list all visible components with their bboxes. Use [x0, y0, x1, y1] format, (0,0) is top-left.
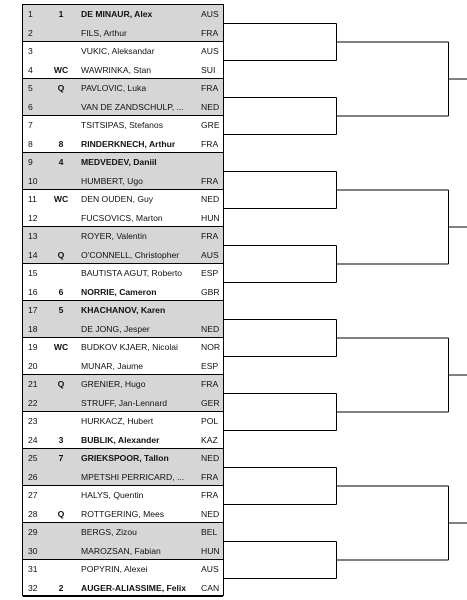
- seed-label: Q: [57, 379, 65, 389]
- seed-label: WC: [53, 64, 69, 75]
- player-country: FRA: [201, 379, 219, 389]
- player-country: KAZ: [201, 434, 218, 445]
- draw-position: 16: [28, 286, 38, 297]
- seed-label: Q: [57, 508, 65, 519]
- draw-row: [23, 153, 223, 172]
- draw-row: [23, 449, 223, 468]
- draw-position: 22: [28, 397, 38, 408]
- player-name: MUNAR, Jaume: [81, 360, 144, 371]
- draw-row: [23, 61, 223, 80]
- player-country: AUS: [201, 564, 219, 574]
- draw-position: 18: [28, 323, 38, 334]
- player-country: ESP: [201, 268, 219, 278]
- draw-row: [23, 468, 223, 487]
- seed-label: 4: [58, 157, 64, 167]
- player-country: AUS: [201, 46, 219, 56]
- draw-position: 14: [28, 249, 38, 260]
- player-name: VAN DE ZANDSCHULP, ...: [81, 101, 184, 112]
- seed-label: 5: [58, 305, 64, 315]
- draw-position: 11: [28, 194, 37, 204]
- draw-position: 17: [28, 305, 38, 315]
- draw-position: 8: [28, 138, 33, 149]
- draw-position: 31: [28, 564, 38, 574]
- player-name: DE JONG, Jesper: [81, 323, 150, 334]
- draw-position: 24: [28, 434, 38, 445]
- draw-position: 21: [28, 379, 38, 389]
- player-name: BERGS, Zizou: [81, 527, 137, 537]
- draw-row: [23, 523, 223, 542]
- draw-row: [23, 209, 223, 228]
- seed-label: WC: [53, 342, 69, 352]
- player-name: PAVLOVIC, Luka: [81, 83, 147, 93]
- draw-row: [23, 264, 223, 283]
- seed-label: 1: [58, 9, 64, 19]
- player-country: NED: [201, 508, 220, 519]
- draw-position: 6: [28, 101, 33, 112]
- draw-row: [23, 190, 223, 209]
- player-name: NORRIE, Cameron: [81, 286, 157, 297]
- draw-row: [23, 135, 223, 154]
- player-country: NED: [201, 101, 220, 112]
- draw-position: 9: [28, 157, 33, 167]
- draw-row: [23, 560, 223, 579]
- player-country: FRA: [201, 27, 219, 38]
- draw-row: [23, 412, 223, 431]
- player-country: POL: [201, 416, 219, 426]
- player-name: STRUFF, Jan-Lennard: [81, 397, 167, 408]
- player-name: ROYER, Valentin: [81, 231, 147, 241]
- player-name: MPETSHI PERRICARD, ...: [81, 471, 185, 482]
- draw-position: 10: [28, 175, 38, 186]
- player-country: NED: [201, 194, 220, 204]
- player-country: BEL: [201, 527, 218, 537]
- player-country: FRA: [201, 138, 219, 149]
- seed-label: 6: [58, 286, 64, 297]
- player-country: HUN: [201, 212, 220, 223]
- player-country: NED: [201, 453, 220, 463]
- seed-label: Q: [57, 83, 65, 93]
- player-country: GRE: [201, 120, 220, 130]
- seed-label: 7: [58, 453, 64, 463]
- player-country: FRA: [201, 471, 219, 482]
- draw-row: [23, 116, 223, 135]
- seed-label: 2: [58, 582, 64, 593]
- draw-row: [23, 98, 223, 117]
- draw-position: 32: [28, 582, 38, 593]
- player-name: ROTTGERING, Mees: [81, 508, 165, 519]
- draw-row: [23, 542, 223, 561]
- draw-row: [23, 338, 223, 357]
- draw-position: 29: [28, 527, 38, 537]
- player-name: RINDERKNECH, Arthur: [81, 138, 176, 149]
- draw-row: [23, 24, 223, 43]
- player-country: CAN: [201, 582, 220, 593]
- player-name: FUCSOVICS, Marton: [81, 212, 163, 223]
- draw-position: 13: [28, 231, 38, 241]
- player-name: HALYS, Quentin: [81, 490, 144, 500]
- player-country: FRA: [201, 83, 219, 93]
- player-country: FRA: [201, 490, 219, 500]
- draw-position: 12: [28, 212, 38, 223]
- player-name: GRIEKSPOOR, Tallon: [81, 453, 169, 463]
- draw-row: [23, 579, 223, 598]
- draw-row: [23, 431, 223, 450]
- draw-row: [23, 42, 223, 61]
- draw-row: [23, 486, 223, 505]
- draw-row: [23, 505, 223, 524]
- player-name: BUDKOV KJAER, Nicolai: [81, 342, 178, 352]
- draw-position: 30: [28, 545, 38, 556]
- draw-position: 19: [28, 342, 38, 352]
- draw-row: [23, 246, 223, 265]
- draw-position: 15: [28, 268, 38, 278]
- player-name: AUGER-ALIASSIME, Felix: [81, 582, 187, 593]
- player-country: FRA: [201, 231, 219, 241]
- draw-position: 7: [28, 120, 33, 130]
- player-country: NOR: [201, 342, 221, 352]
- player-country: AUS: [201, 9, 219, 19]
- draw-position: 2: [28, 27, 33, 38]
- player-country: FRA: [201, 175, 219, 186]
- draw-position: 1: [28, 9, 33, 19]
- player-name: WAWRINKA, Stan: [81, 64, 152, 75]
- player-country: HUN: [201, 545, 220, 556]
- draw-position: 5: [28, 83, 33, 93]
- draw-row: [23, 357, 223, 376]
- draw-position: 28: [28, 508, 38, 519]
- draw-row: [23, 172, 223, 191]
- draw-row: [23, 227, 223, 246]
- draw-row: [23, 375, 223, 394]
- draw-row: [23, 283, 223, 302]
- draw-position: 23: [28, 416, 38, 426]
- player-country: NED: [201, 323, 220, 334]
- player-name: BUBLIK, Alexander: [81, 434, 160, 445]
- seed-label: 3: [58, 434, 64, 445]
- player-name: POPYRIN, Alexei: [81, 564, 148, 574]
- player-name: VUKIC, Aleksandar: [81, 46, 155, 56]
- player-name: FILS, Arthur: [81, 27, 127, 38]
- player-name: KHACHANOV, Karen: [81, 305, 166, 315]
- draw-position: 27: [28, 490, 38, 500]
- draw-position: 25: [28, 453, 38, 463]
- player-country: GER: [201, 397, 220, 408]
- player-country: AUS: [201, 249, 219, 260]
- draw-position: 3: [28, 46, 33, 56]
- player-name: GRENIER, Hugo: [81, 379, 146, 389]
- draw-row: [23, 394, 223, 413]
- draw-row: [23, 5, 223, 24]
- draw-row: [23, 320, 223, 339]
- draw-row: [23, 301, 223, 320]
- player-name: MEDVEDEV, Daniil: [81, 157, 157, 167]
- player-name: MAROZSAN, Fabian: [81, 545, 161, 556]
- player-name: HUMBERT, Ugo: [81, 175, 143, 186]
- player-name: DEN OUDEN, Guy: [81, 194, 154, 204]
- player-name: O'CONNELL, Christopher: [81, 249, 180, 260]
- player-country: SUI: [201, 64, 216, 75]
- player-name: TSITSIPAS, Stefanos: [81, 120, 163, 130]
- draw-position: 20: [28, 360, 38, 371]
- draw-position: 4: [28, 64, 33, 75]
- player-country: GBR: [201, 286, 220, 297]
- draw-row: [23, 79, 223, 98]
- player-country: ESP: [201, 360, 219, 371]
- draw-position: 26: [28, 471, 38, 482]
- player-name: HURKACZ, Hubert: [81, 416, 154, 426]
- player-name: BAUTISTA AGUT, Roberto: [81, 268, 183, 278]
- seed-label: WC: [53, 194, 69, 204]
- player-name: DE MINAUR, Alex: [81, 9, 153, 19]
- seed-label: Q: [57, 249, 65, 260]
- seed-label: 8: [58, 138, 64, 149]
